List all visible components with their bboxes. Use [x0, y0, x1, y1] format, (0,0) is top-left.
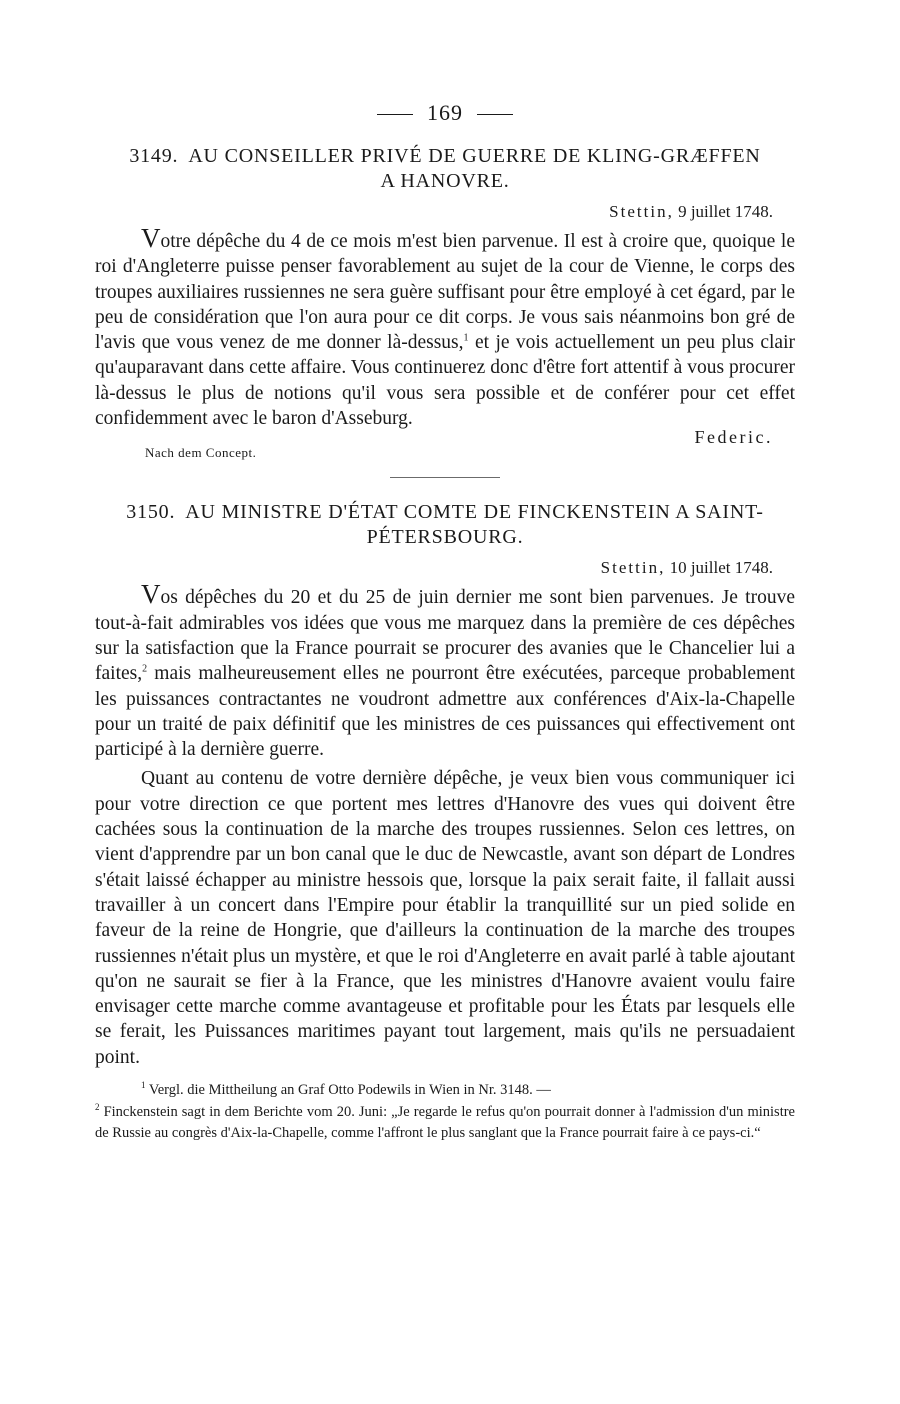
letter-body-part-1: os dépêches du 20 et du 25 de juin dernier me sont bien parvenues. Je trouve tout-à-fait admirables vos idées que vous me marquez dans la première de ces dépêches sur la satisfaction que la France pourrait se procurer des avanies que le Chancelier lui a faites, [95, 587, 795, 685]
page-number-dash-left [377, 114, 413, 115]
letter-3149 [95, 144, 795, 461]
section-separator [390, 477, 500, 478]
letter-title: AU CONSEILLER PRIVÉ DE GUERRE DE KLING-GRÆFFEN A HANOVRE. [188, 145, 761, 192]
letter-body-part-2: mais malheureusement elles ne pourront être exécutées, parceque probablement les puissances contractantes ne voudront admettre aux conférences d'Aix-la-Chapelle pour un traité de paix définitif que les ministres de ces puissances qui effectivement ont participé à la dernière guerre. [95, 663, 795, 761]
footnote-1 [95, 1080, 795, 1102]
footnote-ref: 2 [142, 663, 148, 675]
footnote-text: Finckenstein sagt in dem Berichte vom 20. Juni: „Je regarde le refus qu'on pourrait donner à l'admission d'un ministre de Russie au congrès d'Aix-la-Chapelle, comme l'affront le plus sanglant que la France pourrait faire à ce pays-ci.“ [95, 1103, 795, 1142]
source-note: Nach dem Concept. [145, 445, 257, 461]
footnote-marker: 2 [95, 1101, 100, 1112]
letter-place: Stettin, [600, 558, 666, 578]
letter-date: 10 juillet 1748. [669, 558, 773, 578]
footnote-text: Vergl. die Mittheilung an Graf Otto Podewils in Wien in Nr. 3148. — [148, 1082, 551, 1099]
letter-place: Stettin, [609, 202, 674, 221]
page-number [95, 100, 795, 126]
letter-dateline [95, 202, 773, 222]
page-number-text: 169 [427, 100, 463, 125]
letter-title: AU MINISTRE D'ÉTAT COMTE DE FINCKENSTEIN A SAINT-PÉTERSBOURG. [185, 501, 764, 549]
letter-number: 3149. [129, 145, 179, 167]
letter-3150 [95, 500, 795, 1070]
letter-heading [125, 144, 765, 194]
footnote-marker: 1 [141, 1080, 146, 1091]
document-page [95, 100, 795, 1145]
letter-body-part-1: otre dépêche du 4 de ce mois m'est bien parvenue. Il est à croire que, quoique le roi d'Angleterre puisse penser favorablement au sujet de la cour de Vienne, le corps des troupes auxiliaires russiennes ne sera guère suffisant pour être employé à cet égard, par le peu de considération que l'on aura pour ce dit corps. Je vous sais néanmoins bon gré de l'avis que vous venez de me donner là-dessus, [95, 231, 795, 354]
letter-body-part-2: et je vois actuellement un peu plus clair qu'auparavant dans cette affaire. Vous continuerez donc d'être fort attentif à vous procurer là-dessus le plus de notions qu'il vous sera possible et de conférer pour cet effet confidemment avec le baron d'Asseburg. [95, 332, 795, 430]
footnote-ref: 1 [463, 332, 469, 344]
letter-dateline [95, 558, 773, 578]
letter-date: 9 juillet 1748. [678, 202, 773, 221]
letter-heading [125, 500, 765, 550]
letter-number: 3150. [126, 501, 176, 524]
drop-cap: V [141, 579, 161, 610]
drop-cap: V [141, 223, 161, 253]
signature-row [95, 427, 795, 461]
letter-body-paragraph-1 [95, 579, 795, 762]
letter-body-paragraph-2: Quant au contenu de votre dernière dépêche, je veux bien vous communiquer ici pour votre direction ce que portent mes lettres d'Hanovre des vues qui doivent être cachées sous la continuation de la marche des troupes russiennes. Selon ces lettres, on vient d'apprendre par un bon canal que le duc de Newcastle, avant son départ de Londres s'était laissé échapper au ministre hessois que, lorsque la paix serait faite, il fallait aussi travailler à un concert dans l'Empire pour établir la tranquillité sur un pied solide en faveur de la reine de Hongrie, que d'ailleurs la continuation de la marche des troupes russiennes n'était plus un mystère, et que le roi d'Angleterre en avait parlé à table ajoutant qu'on ne saurait se fier à la France, que les ministres d'Hanovre avaient voulu faire envisager cette marche comme avantageuse et profitable pour les États par lesquels elle se ferait, les Puissances maritimes payant tout largement, mais qu'ils ne persuadaient point. [95, 768, 795, 1068]
page-number-dash-right [477, 114, 513, 115]
footnotes [95, 1080, 795, 1145]
letter-body [95, 223, 795, 431]
signature: Federic. [694, 427, 773, 448]
footnote-2 [95, 1102, 795, 1145]
